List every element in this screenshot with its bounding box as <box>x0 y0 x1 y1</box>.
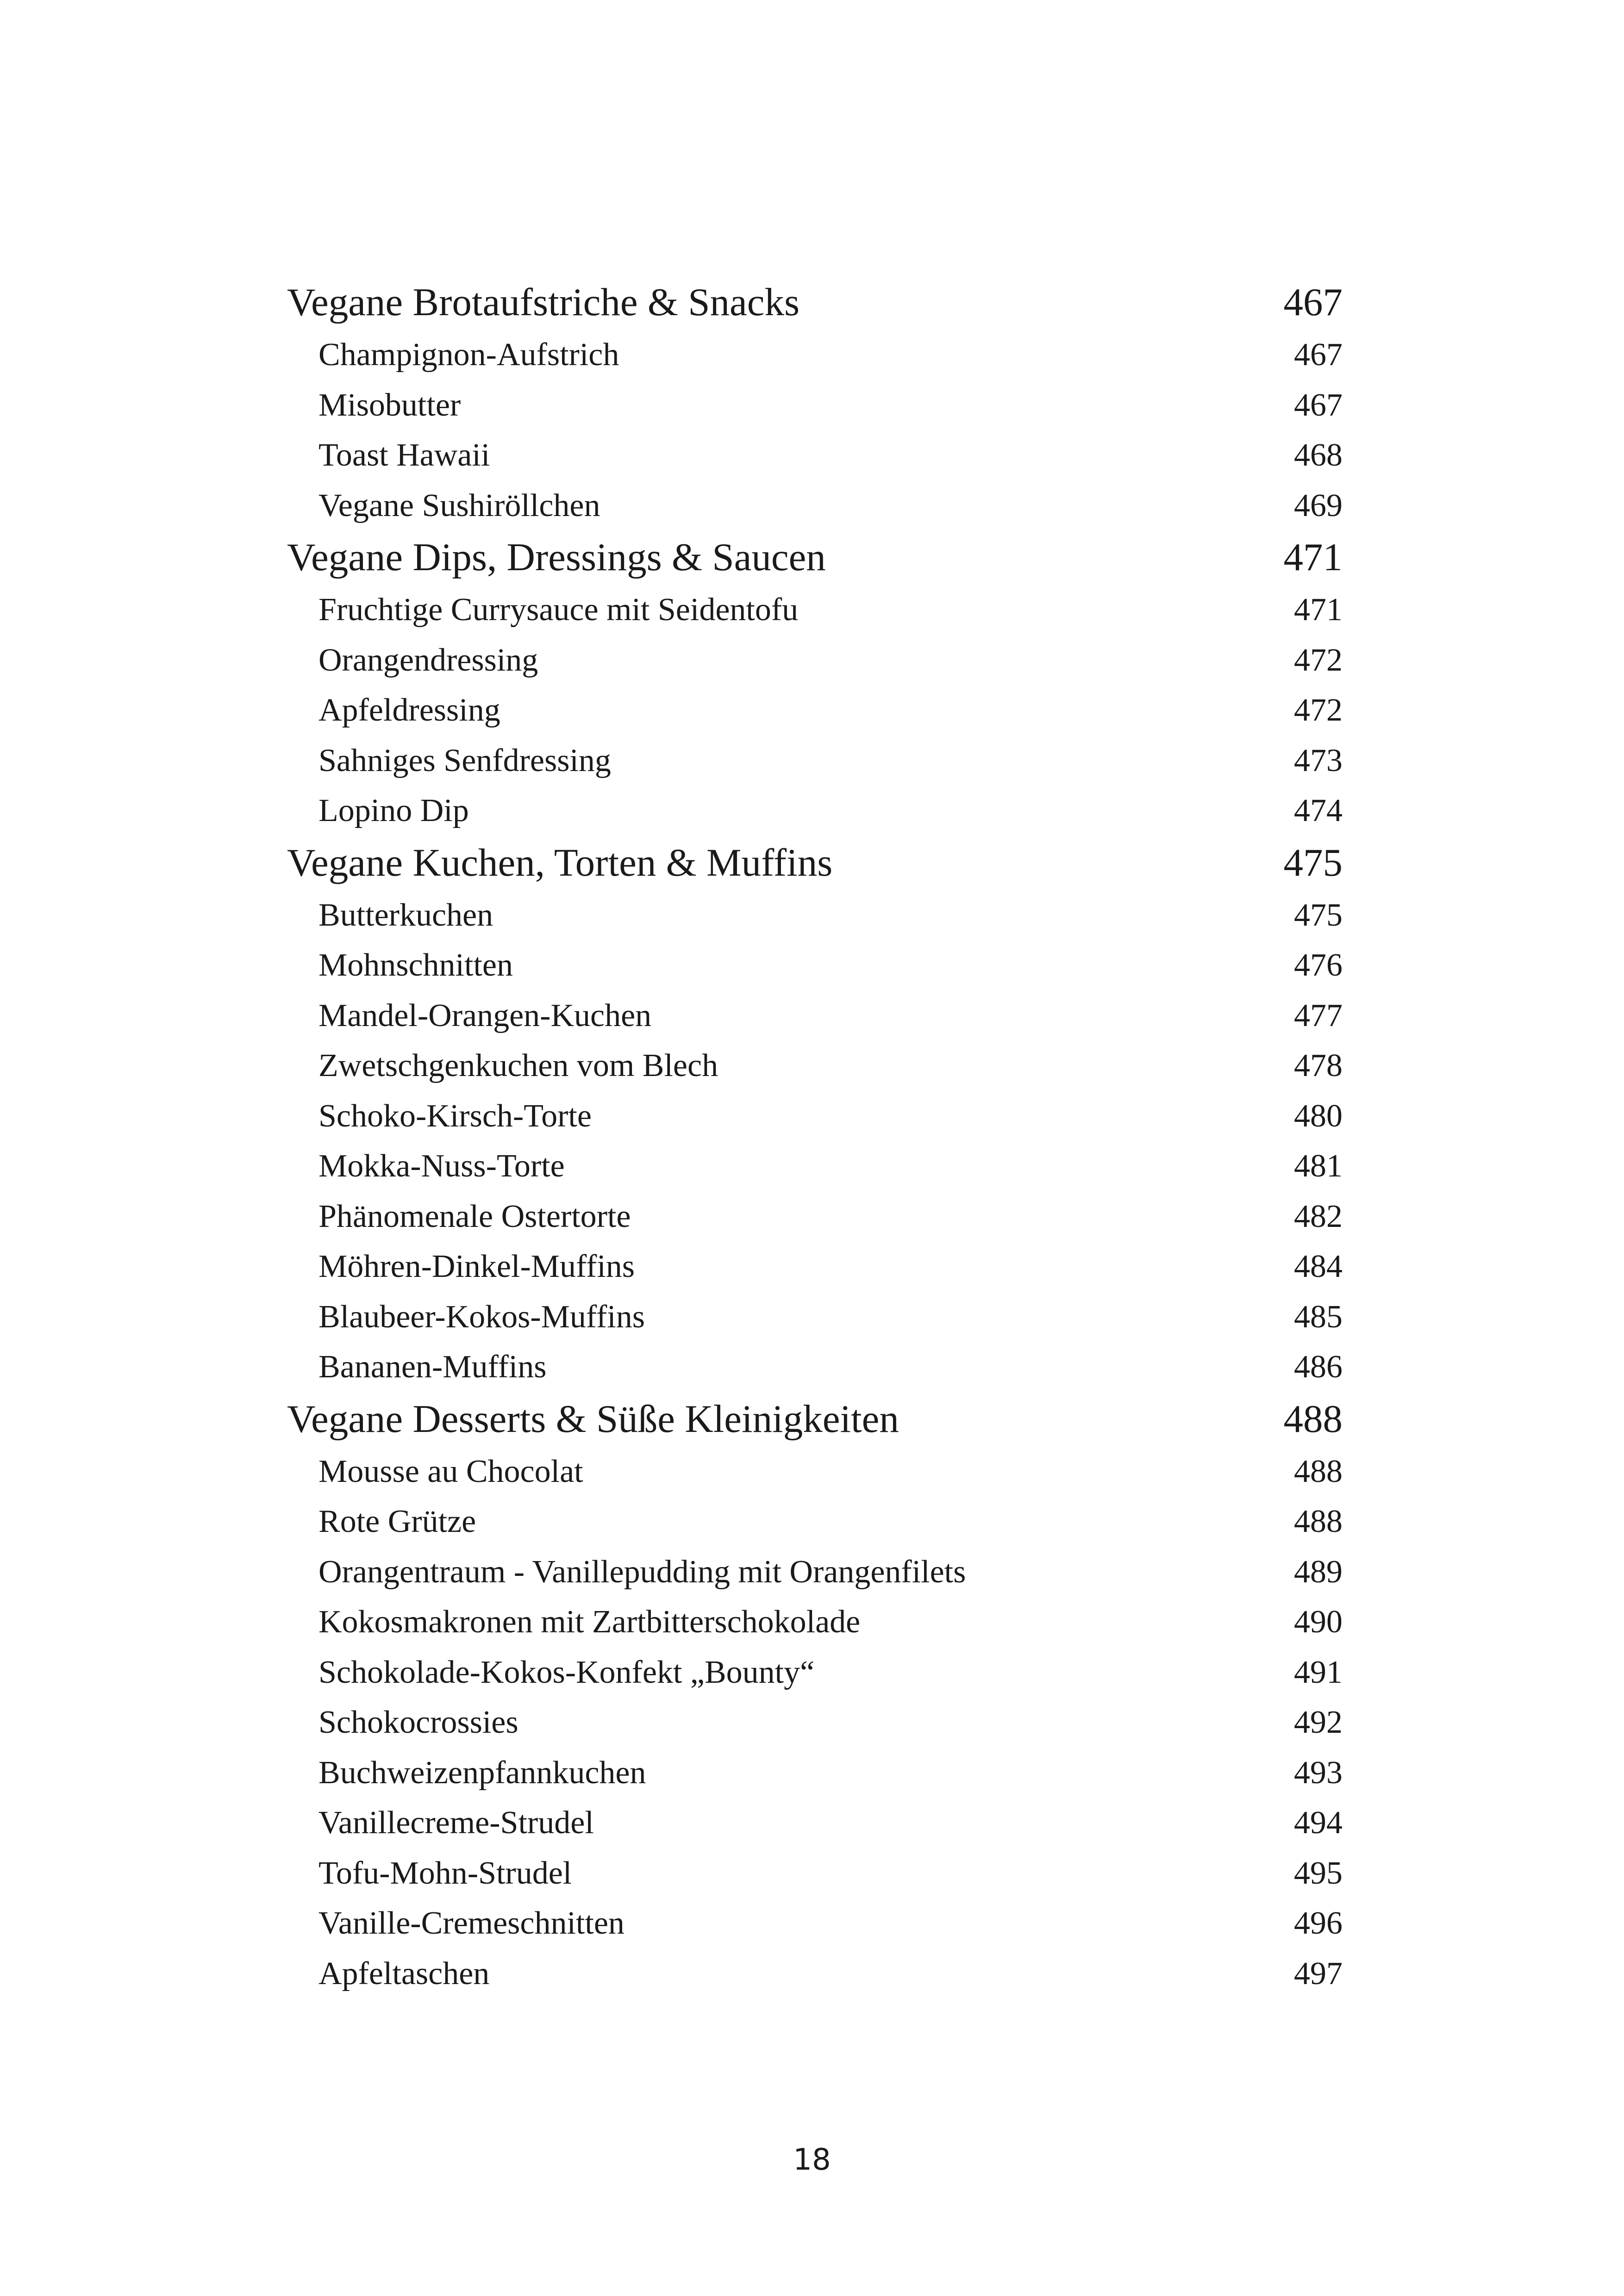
toc-entry <box>287 1342 1343 1393</box>
entry-page-number: 467 <box>1294 387 1343 423</box>
toc-section-heading <box>287 836 1343 890</box>
entry-page-number: 492 <box>1294 1705 1343 1740</box>
entry-title: Misobutter <box>319 387 461 423</box>
entry-page-number: 484 <box>1294 1249 1343 1284</box>
toc-entry <box>287 1041 1343 1091</box>
toc-entry <box>287 330 1343 380</box>
entry-title: Phänomenale Ostertorte <box>319 1198 631 1234</box>
entry-page-number: 481 <box>1294 1148 1343 1184</box>
section-title: Vegane Dips, Dressings & Saucen <box>287 535 826 579</box>
entry-title: Mohnschnitten <box>319 947 513 983</box>
entry-title: Vanille-Cremeschnitten <box>319 1905 625 1941</box>
toc-entry <box>287 1497 1343 1547</box>
entry-title: Schokolade-Kokos-Konfekt „Bounty“ <box>319 1654 815 1690</box>
entry-page-number: 480 <box>1294 1098 1343 1134</box>
toc-section-heading <box>287 1393 1343 1446</box>
toc-entry <box>287 481 1343 531</box>
entry-page-number: 489 <box>1294 1554 1343 1590</box>
entry-title: Bananen-Muffins <box>319 1349 547 1385</box>
entry-page-number: 467 <box>1294 337 1343 373</box>
entry-title: Möhren-Dinkel-Muffins <box>319 1249 635 1284</box>
entry-page-number: 473 <box>1294 742 1343 778</box>
section-page-number: 467 <box>1283 280 1343 324</box>
toc-entry <box>287 1292 1343 1343</box>
toc-entry <box>287 1698 1343 1748</box>
section-page-number: 488 <box>1283 1397 1343 1441</box>
entry-title: Mousse au Chocolat <box>319 1453 583 1489</box>
entry-title: Rote Grütze <box>319 1504 476 1539</box>
toc-entry <box>287 1597 1343 1648</box>
toc-section-heading <box>287 531 1343 584</box>
entry-page-number: 494 <box>1294 1805 1343 1841</box>
entry-title: Mokka-Nuss-Torte <box>319 1148 565 1184</box>
toc-entry <box>287 1141 1343 1192</box>
entry-page-number: 476 <box>1294 947 1343 983</box>
toc-entry <box>287 1091 1343 1142</box>
page-number: 18 <box>793 2143 831 2177</box>
entry-title: Blaubeer-Kokos-Muffins <box>319 1299 645 1335</box>
toc-entry <box>287 1648 1343 1698</box>
entry-title: Schokocrossies <box>319 1705 518 1740</box>
entry-page-number: 488 <box>1294 1504 1343 1539</box>
toc-section <box>287 836 1343 1393</box>
entry-page-number: 468 <box>1294 437 1343 473</box>
entry-page-number: 495 <box>1294 1855 1343 1891</box>
entry-title: Orangentraum - Vanillepudding mit Orangenfilets <box>319 1554 966 1590</box>
entry-title: Fruchtige Currysauce mit Seidentofu <box>319 592 799 628</box>
entry-title: Apfeldressing <box>319 692 500 728</box>
entry-title: Vanillecreme-Strudel <box>319 1805 594 1841</box>
toc-entry <box>287 1192 1343 1242</box>
entry-page-number: 469 <box>1294 487 1343 523</box>
entry-title: Sahniges Senfdressing <box>319 742 611 778</box>
toc-entry <box>287 1798 1343 1848</box>
section-page-number: 471 <box>1283 535 1343 579</box>
entry-page-number: 475 <box>1294 897 1343 933</box>
entry-title: Mandel-Orangen-Kuchen <box>319 997 652 1033</box>
entry-page-number: 477 <box>1294 997 1343 1033</box>
entry-page-number: 490 <box>1294 1604 1343 1640</box>
section-title: Vegane Brotaufstriche & Snacks <box>287 280 800 324</box>
entry-page-number: 485 <box>1294 1299 1343 1335</box>
entry-title: Schoko-Kirsch-Torte <box>319 1098 592 1134</box>
entry-title: Toast Hawaii <box>319 437 490 473</box>
toc-entry <box>287 635 1343 686</box>
toc-entry <box>287 1547 1343 1598</box>
entry-page-number: 478 <box>1294 1048 1343 1083</box>
toc-entry <box>287 991 1343 1041</box>
toc-entry <box>287 1898 1343 1949</box>
entry-page-number: 471 <box>1294 592 1343 628</box>
entry-page-number: 488 <box>1294 1453 1343 1489</box>
entry-page-number: 474 <box>1294 793 1343 828</box>
entry-page-number: 472 <box>1294 692 1343 728</box>
toc-section <box>287 531 1343 836</box>
toc-entry <box>287 786 1343 836</box>
entry-title: Tofu-Mohn-Strudel <box>319 1855 572 1891</box>
entry-page-number: 496 <box>1294 1905 1343 1941</box>
toc-entry <box>287 585 1343 635</box>
toc-entry <box>287 1848 1343 1899</box>
entry-title: Orangendressing <box>319 642 538 678</box>
section-title: Vegane Kuchen, Torten & Muffins <box>287 840 833 884</box>
section-title: Vegane Desserts & Süße Kleinigkeiten <box>287 1397 899 1441</box>
entry-title: Butterkuchen <box>319 897 493 933</box>
entry-page-number: 482 <box>1294 1198 1343 1234</box>
entry-title: Vegane Sushiröllchen <box>319 487 600 523</box>
toc-entry <box>287 1447 1343 1497</box>
table-of-contents <box>287 276 1343 1999</box>
toc-entry <box>287 890 1343 941</box>
toc-entry <box>287 940 1343 991</box>
toc-entry <box>287 1949 1343 1999</box>
toc-entry <box>287 430 1343 481</box>
toc-entry <box>287 736 1343 786</box>
toc-section <box>287 1393 1343 1999</box>
entry-title: Zwetschgenkuchen vom Blech <box>319 1048 718 1083</box>
entry-page-number: 493 <box>1294 1755 1343 1791</box>
entry-page-number: 497 <box>1294 1955 1343 1991</box>
entry-page-number: 472 <box>1294 642 1343 678</box>
section-page-number: 475 <box>1283 840 1343 884</box>
toc-entry <box>287 380 1343 431</box>
entry-page-number: 491 <box>1294 1654 1343 1690</box>
toc-entry <box>287 685 1343 736</box>
entry-title: Kokosmakronen mit Zartbitterschokolade <box>319 1604 861 1640</box>
toc-entry <box>287 1242 1343 1292</box>
entry-title: Apfeltaschen <box>319 1955 490 1991</box>
entry-page-number: 486 <box>1294 1349 1343 1385</box>
entry-title: Lopino Dip <box>319 793 469 828</box>
toc-entry <box>287 1748 1343 1798</box>
entry-title: Champignon-Aufstrich <box>319 337 619 373</box>
entry-title: Buchweizenpfannkuchen <box>319 1755 646 1791</box>
toc-section-heading <box>287 276 1343 329</box>
toc-section <box>287 276 1343 531</box>
